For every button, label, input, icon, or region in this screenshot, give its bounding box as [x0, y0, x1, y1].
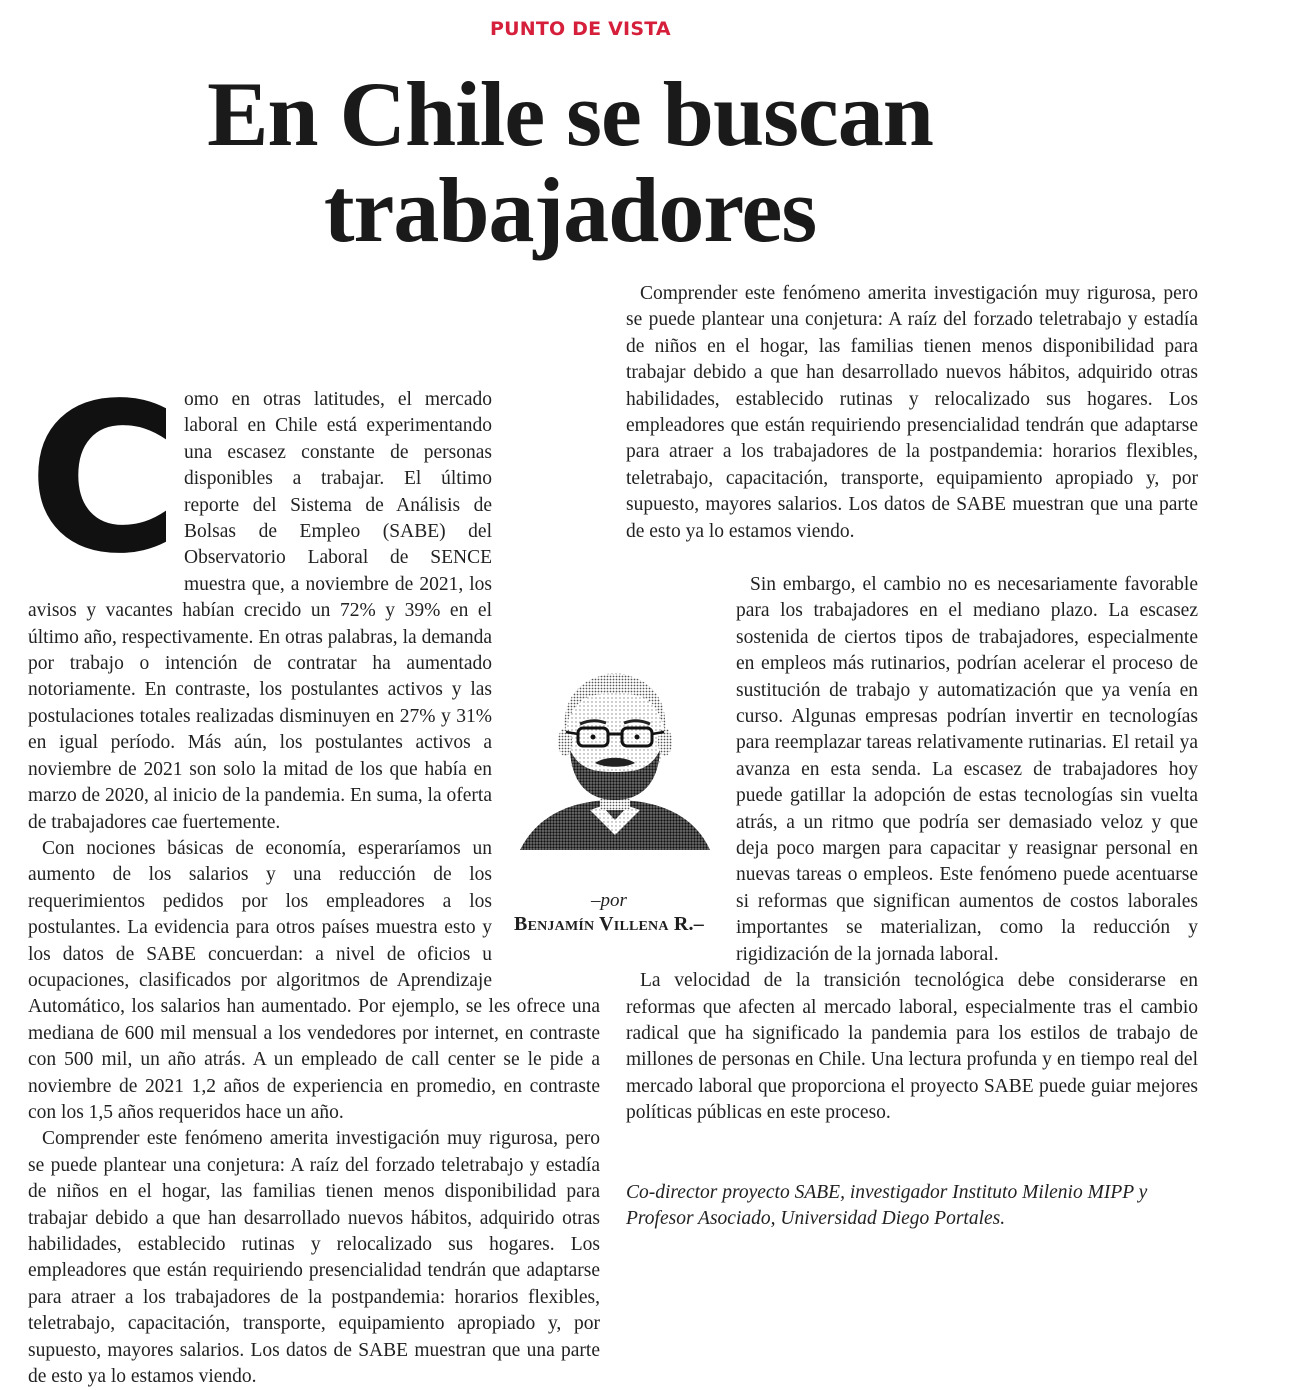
dropcap: C: [28, 359, 180, 599]
section-label: PUNTO DE VISTA: [490, 18, 671, 40]
byline-author: Benjamín Villena R.–: [514, 913, 704, 935]
paragraph-5: La velocidad de la transición tecnológica debe considerarse en reformas que afecten al mercado laboral, especialmente tras el cambio radical que ha significado la pandemia para los estilos de trabajo de millones de personas en Chile. Una lectura profunda y en tiempo real del mercado laboral que proporciona el proyecto SABE puede guiar mejores políticas públicas en este proceso.: [626, 970, 1198, 1124]
byline: [500, 890, 718, 936]
credit-line-2: Profesor Asociado, Universidad Diego Portales.: [626, 1208, 1006, 1230]
headline-line-2: trabajadores: [323, 159, 817, 261]
paragraph-3: Comprender este fenómeno amerita investigación muy rigurosa, pero se puede plantear una conjetura: A raíz del forzado teletrabajo y estadía de niños en el hogar, las familias tienen menos disponibilidad para trabajar debido a que han desarrollado nuevos hábitos, adquirido otras habilidades, establecido rutinas y relocalizado sus hogares. Los empleadores que están requiriendo presencialidad tendrán que adaptarse para atraer a los trabajadores de la postpandemia: horarios flexibles, teletrabajo, capacitación, transporte, equipamiento apropiado y, por supuesto, mayores salarios. Los datos de SABE muestran que una parte de esto ya lo estamos viendo.: [28, 1128, 600, 1388]
paragraph-3-continued-text: Comprender este fenómeno amerita investigación muy rigurosa, pero se puede plantear una conjetura: A raíz del forzado teletrabajo y estadía de niños en el hogar, las familias tienen menos disponibilidad para trabajar debido a que han desarrollado nuevos hábitos, adquirido otras habilidades, establecido rutinas y relocalizado sus hogares. Los empleadores que están requiriendo presencialidad tendrán que adaptarse para atraer a los trabajadores de la postpandemia: horarios flexibles, teletrabajo, capacitación, transporte, equipamiento apropiado y, por supuesto, mayores salarios. Los datos de SABE muestran que una parte de esto ya lo estamos viendo.: [626, 283, 1198, 542]
headline-line-1: En Chile se buscan: [207, 63, 933, 165]
paragraph-4: Sin embargo, el cambio no es necesariamente favorable para los trabajadores en el mediano plazo. La escasez sostenida de ciertos tipos de trabajadores, especialmente en empleos más rutinarios, podrían acelerar el proceso de sustitución de trabajo y automatización que ya venía en curso. Algunas empresas podrían invertir en tecnologías para reemplazar tareas relativamente rutinarias. El retail ya avanza en esta senda. La escasez de trabajadores hoy puede gatillar la adopción de estas tecnologías sin vuelta atrás, a un ritmo que podría ser demasiado veloz y que deja poco margen para capacitar y reasignar personal en nuevas tareas o empleos. Este fenómeno puede acentuarse si reformas que significan aumentos de costos laborales importantes se materializan, como la reducción y rigidización de la jornada laboral.: [736, 574, 1198, 965]
byline-prefix: –por: [591, 890, 627, 911]
paragraph-2: Con nociones básicas de economía, esperaríamos un aumento de los salarios y una reducción de los requerimientos pedidos por los empleadores a los postulantes. La evidencia para otros países muestra esto y los datos de SABE concuerdan: a nivel de oficios u ocupaciones, clasificados por algoritmos de Aprendizaje Automático, los salarios han aumentado. Por ejemplo, se les ofrece una mediana de 600 mil mensual a los vendedores por internet, en contraste con 500 mil, un año atrás. A un empleado de call center se le pide a noviembre de 2021 1,2 años de experiencia en promedio, en contraste con los 1,5 años requeridos hace un año.: [28, 837, 600, 1123]
credit-line-1: Co-director proyecto SABE, investigador Instituto Milenio MIPP y: [626, 1182, 1148, 1203]
author-portrait: [510, 660, 720, 860]
paragraph-3-continued: [626, 283, 1198, 572]
headline: [60, 63, 1080, 261]
author-credit: [626, 1180, 1206, 1233]
paragraph-1: omo en otras latitudes, el mercado laboral en Chile está experimentando una escasez constante de personas disponibles a trabajar. El último reporte del Sistema de Análisis de Bolsas de Empleo (SABE) del Observatorio Laboral de SENCE muestra que, a noviembre de 2021, los avisos y vacantes habían crecido un 72% y 39% en el último año, respectivamente. En otras palabras, la demanda por trabajo o intención de contratar ha aumentado notoriamente. En contraste, los postulantes activos y las postulaciones totales realizadas disminuyen en 27% y 31% en igual período. Más aún, los postulantes activos a noviembre de 2021 son solo la mitad de los que había en marzo de 2020, al inicio de la pandemia. En suma, la oferta de trabajadores cae fuertemente.: [28, 389, 492, 833]
